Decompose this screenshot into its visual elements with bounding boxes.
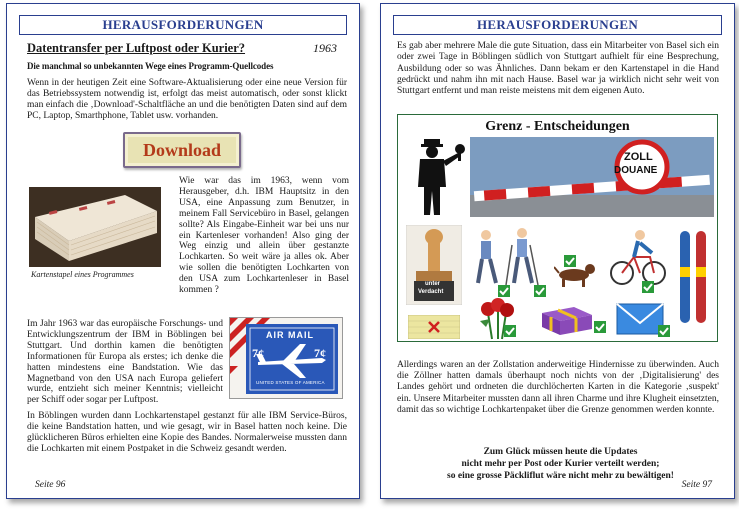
page-left	[6, 3, 360, 499]
closing-line-3: so eine grosse Päckliflut wäre nicht mehr zu bewältigen!	[447, 471, 674, 481]
airmail-stamp	[229, 317, 343, 399]
download-button[interactable]: Download	[123, 132, 241, 168]
closing-line-1: Zum Glück müssen heute die Updates	[483, 447, 638, 457]
border-crossing-image	[470, 137, 714, 217]
check-icon	[594, 321, 606, 333]
border-decisions-panel	[397, 114, 718, 342]
skis-icon	[676, 227, 712, 327]
article-year: 1963	[313, 41, 337, 55]
page-header: HERAUSFORDERUNGEN	[393, 15, 722, 35]
punch-card-pack-icon	[408, 315, 460, 339]
photo-caption: Kartenstapel eines Programmes	[31, 270, 134, 279]
cyclist-icon	[610, 227, 666, 289]
zoll-sign-line-2: DOUANE	[614, 165, 658, 176]
customs-officer-icon	[410, 137, 466, 217]
page-number: Seite 97	[681, 480, 712, 490]
article-subtitle: Die manchmal so unbekannten Wege eines Programm-Quellcodes	[27, 61, 274, 71]
page-right	[380, 3, 735, 499]
gift-box-icon	[540, 301, 594, 337]
panel-title: Grenz - Entscheidungen	[485, 119, 630, 134]
paragraph-service-bueros: In Böblingen wurden dann Lochkartenstapel gestanzt für alle IBM Service-Büros, die keine Bandstation hatten, und wie gesagt, wir in Basel hatten noch keine. Die glücklicheren Büros erhielten eine Kopie des Bandes. Normalerweise mussten dann die Lochkarten mit einem Postpaket in die Schweiz gesandt werden.	[27, 411, 347, 454]
envelope-icon	[616, 303, 664, 335]
page-header: HERAUSFORDERUNGEN	[19, 15, 347, 35]
airmail-value-left: 7¢	[252, 346, 264, 360]
closing-line-2: nicht mehr per Post oder Kurier verteilt werden;	[461, 459, 660, 469]
closing-statement	[401, 446, 720, 482]
airmail-country: UNITED STATES OF AMERICA	[256, 380, 325, 385]
paragraph-customs: Allerdings waren an der Zollstation anderweitige Hindernisse zu überwinden. Auch die Zöllner hatten damals überhaupt noch nichts von der ‚Digitalisierung' des Landes gehört und ordneten die durchlöcherten Karten in die Kategorie ‚suspekt' ein. Unsere Mitarbeiter mussten dann all ihren Charme und ihre Klugheit einsetzten, damit das so wichtige Lochkartenpaket über die Grenze genommen werden konnte.	[397, 360, 719, 415]
check-icon	[534, 285, 546, 297]
stamp-label-2: Verdacht	[418, 289, 444, 295]
airmail-label: AIR MAIL	[266, 330, 314, 340]
paragraph-visits: Es gab aber mehrere Male die gute Situation, dass ein Mitarbeiter von Basel sich ein oder zwei Tage in Böblingen südlich von Stuttgart aufhielt für eine Besprechung, Ausbildung oder so was Ähnliches. Dann bekam er den Kartenstapel in die Hand gedrückt und nahm ihn mit nach Hause. Basel war ja wirklich nicht sehr weit von Stuttgart entfernt und man reiste meistens mit dem eigenen Auto.	[397, 41, 719, 97]
article-title: Datentransfer per Luftpost oder Kurier?	[27, 41, 246, 55]
page-number: Seite 96	[35, 480, 66, 490]
hikers-icon	[468, 227, 552, 289]
punch-card-stack-photo	[29, 187, 161, 267]
article-title-row	[27, 41, 341, 56]
airmail-value-right: 7¢	[314, 346, 326, 360]
zoll-sign-line-1: ZOLL	[624, 151, 653, 163]
check-icon	[564, 255, 576, 267]
dachshund-icon	[554, 261, 598, 291]
check-icon	[504, 325, 516, 337]
paragraph-intro: Wenn in der heutigen Zeit eine Software-Aktualisierung oder eine neue Version für das Betriebssystem notwendig ist, erfolgt das meist automatisch, oder sonst klickt man einfach die ‚Download'-Schaltfläche an und die benötigten Daten sind auf dem PC, Laptop, Smarthphone, Tablet usw. vorhanden.	[27, 78, 347, 121]
paragraph-boeblingen: Im Jahr 1963 war das europäische Forschungs- und Entwicklungszentrum der IBM in Böblingen bei Stuttgart. Und dorthin kamen die benötigten Informationen für Europa als erstes; ich denke die hatten mindestens eine Bandstation. Wie das Magnetband von den USA nach Europa geliefert wurde, entzieht sich meiner Kenntnis; vielleicht per Schiff oder sogar per Luftpost.	[27, 319, 223, 406]
check-icon	[658, 325, 670, 337]
paragraph-1963: Wie war das im 1963, wenn vom Herausgeber, d.h. IBM Hauptsitz in den USA, eine Anpassung zum Benutzer, in meinem Fall Servicebüro in Basel, gelangen sollte? Als Eingabe-Einheit war bei uns nur ein Kartenleser vorhanden! Also ging der Weg einzig und allein über gestanzte Lochkarten. So weit wäre ja alles ok. Aber wie sollen die benötigten Lochkarten von den USA zum Lochkartenleser in Basel kommen ?	[179, 176, 349, 296]
stamp-label-1: unter	[425, 281, 440, 287]
check-icon	[642, 281, 654, 293]
punch-card-stack-image	[29, 187, 161, 267]
